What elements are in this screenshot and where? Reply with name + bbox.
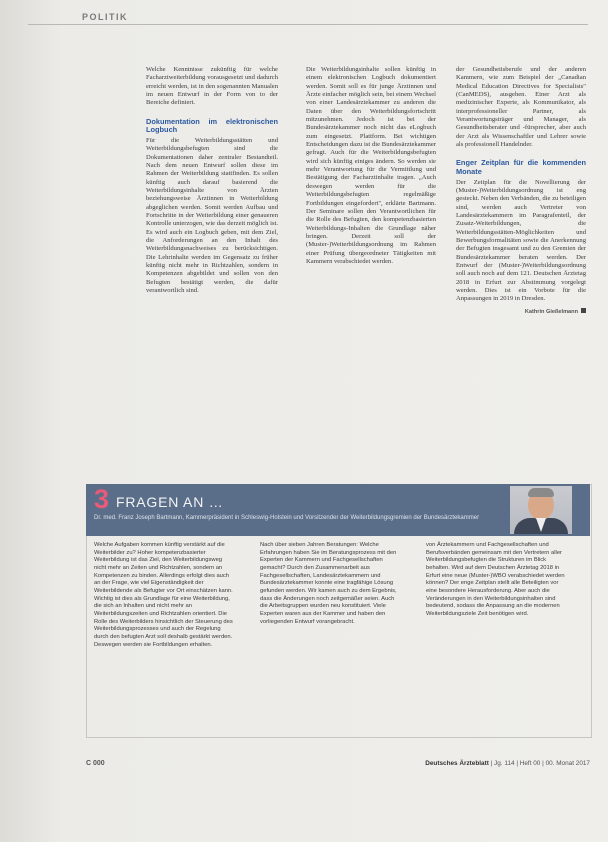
section-label: POLITIK <box>82 12 128 22</box>
column-text: Die Weiterbildungsinhalte sollen künftig in einem elektronischen Logbuch dokumentiert werden. Somit soll es für junge Ärztinnen und Ärzte einfacher möglich sein, bei einem Wechsel von einer Landesärztekammer zu anderen die Daten über den Weiterbildungsfortschritt mitzunehmen. Jedoch ist bei der Bundesärztekammer noch nicht das eLogbuch zum eingesetzt. Plattform. Bei wichtigen Entscheidungen dazu ist die Bundesärztekammer gefragt. Auch für die Weiterbildungsbefugten wird sich künftig einiges ändern. So werden sie mehr Verantwortung für die Vermittlung und Bestätigung der Facharztinhalte tragen. „Auch deswegen werden für die Weiterbildungsbefugten regelmäßige Fortbildungen eingefordert", erklärte Bartmann. Der Seminare sollen den Verantwortlichen für die Rolle des Befugten, den kompetenzbasierten Weiterbildungs-Inhalten die Grundlage näher bringen. Derzeit soll der (Muster-)Weiterbildungsordnung im Rahmen einer Prüfung übergeordneter Tätigkeiten mit Kammern verabschiedet werden. <box>306 66 436 265</box>
column-text: der Gesundheitsberufe und der anderen Kammern, wie zum Beispiel der „Canadian Medical Education Directives for Specialists" (CanMEDS), ausgehen. Einer Arzt als medizinischer Experte, als Kommunikator, als interprofessioneller Partner, als Verantwortungsträger und Manager, als Gesundheitsberater und -fürsprecher, aber auch der Arzt als Wissenschaftler und Lehrer sowie als professionell Handelnder. <box>456 66 586 149</box>
column-text: Der Zeitplan für die Novellierung der (Muster-)Weiterbildungsordnung ist eng gesteckt. Neben den Verbänden, die zu beteiligen sind, werden auch Vertreter von Landesärztekammern im Paragrafenteil, der Zusatz-Weiterbildungen, die Weiterbildungsstätten-Möglichkeiten und Bewerbungsformalitäten sowie die Anerkennung der Befugten insgesamt und zu den Gremien der Bundesärztekammer beraten werden. Der Entwurf der (Muster-)Weiterbildungsordnung soll auch noch auf dem 121. Deutschen Ärztetag 2018 in Erfurt zur Abstimmung vorgelegt werden. Dies ist ein Vorbote für die Anpassungen in 2019 in Dresden. <box>456 178 586 303</box>
article-column-2 <box>306 66 436 266</box>
interview-column-3 <box>426 542 566 619</box>
end-square-icon <box>581 308 586 313</box>
interview-title: FRAGEN AN … <box>116 494 224 510</box>
interview-column-1 <box>94 542 234 649</box>
subheading: Enger Zeitplan für die kommenden Monate <box>456 158 586 177</box>
column-text: Welche Kenntnisse zukünftig für welche Facharztweiterbildung vorausgesetzt und dadurch erreicht werden, ist in den sogenannten Manualen im neuen Entwurf in der Form von to der Bereiche definiert. <box>146 66 278 107</box>
interview-number: 3 <box>94 484 110 514</box>
interview-column-2 <box>260 542 400 626</box>
interview-text: Welche Aufgaben kommen künftig verstärkt auf die Weiterbilder zu? Hoher kompetenzbasierter Weiterbildung ist das Ziel, den Weiterbildungsweg nicht mehr an Zeiten und Richtzahlen, sondern an Kompetenzen zu binden. Allerdings erfolgt dies auch an der Frage, wie viel Eigenständigkeit der Weiterbildende als Befugter vor Ort einschätzen kann. Wichtig ist dies als Grundlage für eine Weiterbildung, die sich an Inhalten und nicht mehr an Weiterbildungszeiten und Richtzahlen orientiert. Die Rolle des Weiterbilders hinsichtlich der Steuerung des Weiterbildungsprozesses und auch der Regelung durch den befugten Arzt soll deshalb gestärkt werden. Deswegen werden sie Fortbildungen erhalten. <box>94 542 233 648</box>
journal-info: Deutsches Ärzteblatt | Jg. 114 | Heft 00 | 00. Monat 2017 <box>425 760 590 767</box>
page-footer <box>86 760 590 772</box>
article-column-3 <box>456 66 586 316</box>
article-column-1 <box>146 66 278 295</box>
page-number: C 000 <box>86 760 105 767</box>
author-credit: Kathrin Gießelmann <box>456 308 586 316</box>
portrait-photo <box>510 486 572 534</box>
interview-text: Nach über sieben Jahren Beratungen: Welche Erfahrungen haben Sie im Beratungsprozess mit den Experten der Kammern und Fachgesellschaften gemacht? Durch den Zusammenarbeit aus Fachgesellschaften, Landesärztekammern und Bundesärztekammer konnte eine tragfähige Lösung gefunden werden. Wir kamen auch zu dem Ergebnis, dass die Änderungen noch zeitgemäßer seien. Auch die Arbeitsgruppen wurden neu konstituiert. Viele Experten waren aus der Kammer und haben den vorliegenden Entwurf vorangebracht. <box>260 542 397 625</box>
interview-subtitle: Dr. med. Franz Joseph Bartmann, Kammerpräsident in Schleswig-Holstein und Vorsitzender der Weiterbildungsgremien der Bundesärztekammer <box>94 515 480 521</box>
interview-text: von Ärztekammern und Fachgesellschaften und Berufsverbänden gemeinsam mit den Vertretern aller Weiterbildungsbefugten die Strukturen im Blick behalten. Wird auf dem Deutschen Ärztetag 2018 in Erfurt eine neue (Muster-)WBO verabschiedet werden können? Der enge Zeitplan stellt alle Beteiligten vor eine besondere Herausforderung. Aber auch die Veränderungen in den Weiterbildungsinhalten sind bedeutend, sodass die Anpassung an die modernen Weiterbildungsziele Zeit benötigen wird. <box>426 542 565 617</box>
subheading: Dokumentation im elektronischen Logbuch <box>146 116 278 135</box>
column-text: Für die Weiterbildungsstätten und Weiterbildungsbefugten sind die Dokumentationen daher zentraler Bestandteil. Nach dem neuen Entwurf sollen diese im Rahmen der Weiterbildung stattfinden. Es sollen künftig auch darauf basierend die Weiterbildungsinhalte von Ärzten beziehungsweise Ärztinnen in Weiterbildung abgeglichen werden. Somit werden Aufbau und Fortschritte in der Weiterbildung einer genaueren Kontrolle unterzogen, wie das derzeit möglich ist. Es wird auch ein Logbuch geben, mit dem Ziel, die Anforderungen an den Inhalt des Weiterbildungsnachweises zu berücksichtigen. Die Lehrinhalte werden im Gegensatz zu früher künftig nicht mehr in Richtzahlen, sondern in Kompetenzen abgebildet und sollen von den Befugten bestätigt werden, die dafür verantwortlich sind. <box>146 136 278 295</box>
